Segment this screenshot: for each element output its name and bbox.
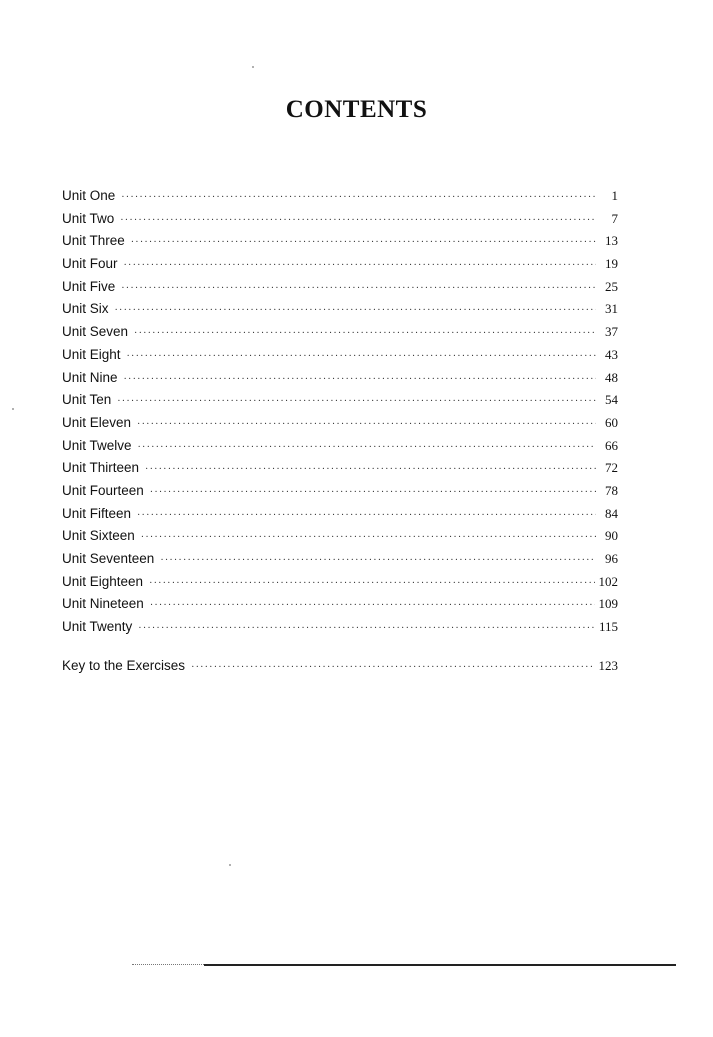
toc-entry-label: Unit Seventeen xyxy=(62,551,155,566)
dot-leader xyxy=(149,573,594,596)
dot-leader xyxy=(137,505,596,528)
toc-entry[interactable] xyxy=(62,616,618,639)
toc-entry[interactable] xyxy=(62,435,618,458)
toc-entry-label: Unit Nine xyxy=(62,369,118,385)
dot-leader xyxy=(131,232,596,255)
toc-entry-page: 84 xyxy=(605,505,618,521)
toc-entry-page: 7 xyxy=(611,210,618,226)
toc-entry[interactable] xyxy=(62,525,618,548)
toc-entry[interactable] xyxy=(62,344,618,367)
dot-leader xyxy=(121,187,596,210)
toc-entry-label: Unit Ten xyxy=(62,392,112,408)
dot-leader xyxy=(150,482,596,505)
toc-entry-label: Unit Twelve xyxy=(62,437,132,453)
toc-entry[interactable] xyxy=(62,457,618,480)
toc-entry-page: 13 xyxy=(605,233,618,249)
toc-entry[interactable] xyxy=(62,480,618,503)
table-of-contents xyxy=(62,185,618,677)
dot-leader xyxy=(124,369,596,392)
toc-entry-label: Unit One xyxy=(62,188,116,203)
toc-entry-label: Unit Nineteen xyxy=(62,596,144,612)
toc-entry-page: 72 xyxy=(605,460,618,476)
dot-leader xyxy=(150,595,595,618)
dot-leader xyxy=(120,210,596,233)
toc-entry-page: 48 xyxy=(605,369,618,385)
toc-entry-page: 43 xyxy=(605,346,618,362)
toc-entry-label: Unit Sixteen xyxy=(62,528,135,544)
toc-entry-label: Unit Seven xyxy=(62,324,129,340)
dot-leader xyxy=(115,300,596,323)
toc-entry-page: 19 xyxy=(605,256,618,272)
toc-entry[interactable] xyxy=(62,503,618,526)
scan-speck xyxy=(12,408,14,410)
toc-entry-page: 115 xyxy=(598,619,618,635)
toc-entry-page: 1 xyxy=(611,188,618,203)
dot-leader xyxy=(124,255,596,278)
toc-entry-label: Unit Fourteen xyxy=(62,482,144,498)
scan-speck xyxy=(252,66,254,68)
dot-leader xyxy=(138,437,596,460)
toc-entry-page: 66 xyxy=(605,437,618,453)
dot-leader xyxy=(160,550,596,573)
toc-entry-page: 90 xyxy=(605,528,618,544)
footer-rule xyxy=(204,964,676,966)
dot-leader xyxy=(117,391,596,414)
toc-entry-page: 31 xyxy=(605,301,618,317)
toc-entry-page: 123 xyxy=(598,657,618,673)
dot-leader xyxy=(137,414,596,437)
dot-leader xyxy=(141,527,596,550)
toc-entry-label: Unit Eleven xyxy=(62,414,132,430)
toc-entry-page: 102 xyxy=(598,573,618,589)
toc-entry[interactable] xyxy=(62,298,618,321)
dot-leader xyxy=(191,657,594,680)
toc-entry-page: 37 xyxy=(605,324,618,340)
dot-leader xyxy=(127,346,596,369)
page-title: CONTENTS xyxy=(285,96,428,123)
footer-rule-faint xyxy=(132,964,204,966)
toc-entry-label: Unit Six xyxy=(62,301,109,317)
toc-spacer xyxy=(62,639,618,655)
toc-entry-label: Unit Five xyxy=(62,278,116,294)
toc-entry-page: 60 xyxy=(605,414,618,430)
toc-entry-label: Unit Fifteen xyxy=(62,505,132,521)
toc-entry[interactable] xyxy=(62,367,618,390)
toc-entry-page: 25 xyxy=(605,278,618,294)
toc-entry[interactable] xyxy=(62,253,618,276)
toc-entry-label: Unit Two xyxy=(62,210,115,226)
toc-entry[interactable] xyxy=(62,412,618,435)
toc-entry-page: 109 xyxy=(598,596,618,612)
toc-entry-page: 54 xyxy=(605,392,618,408)
toc-entry-page: 96 xyxy=(605,551,618,566)
toc-entry[interactable] xyxy=(62,548,618,571)
toc-entry-label: Unit Eight xyxy=(62,346,121,362)
toc-entry[interactable] xyxy=(62,571,618,594)
dot-leader xyxy=(145,459,596,482)
toc-entry[interactable] xyxy=(62,321,618,344)
scan-speck xyxy=(229,864,231,866)
toc-entry-key[interactable] xyxy=(62,655,618,678)
toc-entry[interactable] xyxy=(62,276,618,299)
dot-leader xyxy=(138,618,595,641)
toc-entry-label: Unit Three xyxy=(62,233,125,249)
toc-entry[interactable] xyxy=(62,230,618,253)
toc-entry-label: Unit Four xyxy=(62,256,118,272)
toc-entry-label: Key to the Exercises xyxy=(62,657,186,673)
toc-entry-page: 78 xyxy=(605,482,618,498)
toc-entry[interactable] xyxy=(62,593,618,616)
toc-entry[interactable] xyxy=(62,185,618,208)
dot-leader xyxy=(121,278,596,301)
toc-entry-label: Unit Twenty xyxy=(62,619,133,635)
toc-entry[interactable] xyxy=(62,389,618,412)
dot-leader xyxy=(134,323,596,346)
toc-entry-label: Unit Thirteen xyxy=(62,460,140,476)
toc-entry[interactable] xyxy=(62,208,618,231)
toc-entry-label: Unit Eighteen xyxy=(62,573,144,589)
